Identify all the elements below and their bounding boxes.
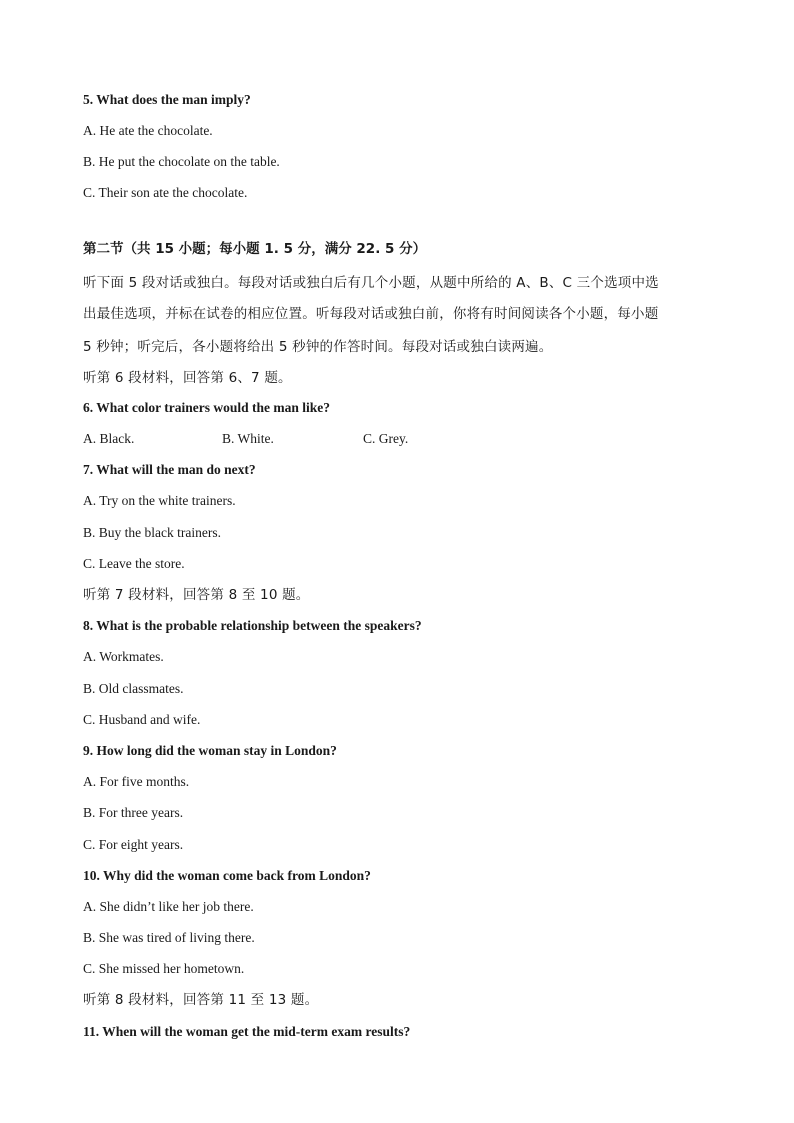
q7-option-a: A. Try on the white trainers. [83,493,236,508]
q6-option-c: C. Grey. [363,431,409,446]
question-6: 6. What color trainers would the man like? [83,400,331,415]
q9-option-a: A. For five months. [83,774,190,789]
section-2-title: 第二节（共 15 小题；每小题 1. 5 分，满分 22. 5 分） [83,241,427,257]
question-5: 5. What does the man imply? [83,92,251,107]
q8-option-c: C. Husband and wife. [83,712,201,727]
q7-option-b: B. Buy the black trainers. [83,525,221,540]
q8-option-a: A. Workmates. [83,649,164,664]
q10-option-a: A. She didn’t like her job there. [83,899,254,914]
q6-option-a: A. Black. [83,431,135,446]
section-2-instructions-line-2: 出最佳选项，并标在试卷的相应位置。听每段对话或独白前，你将有时间阅读各个小题，每小题 [83,306,659,322]
q10-option-c: C. She missed her hometown. [83,961,245,976]
material-8-note: 听第 8 段材料，回答第 11 至 13 题。 [83,992,319,1008]
question-8: 8. What is the probable relationship between the speakers? [83,618,422,633]
section-2-instructions-line-1: 听下面 5 段对话或独白。每段对话或独白后有几个小题，从题中所给的 A、B、C 三个选项中选 [83,275,659,291]
q10-option-b: B. She was tired of living there. [83,930,255,945]
question-11: 11. When will the woman get the mid-term exam results? [83,1024,411,1039]
question-9: 9. How long did the woman stay in London? [83,743,337,758]
material-7-note: 听第 7 段材料，回答第 8 至 10 题。 [83,587,310,603]
q9-option-c: C. For eight years. [83,837,184,852]
section-2-instructions-line-3: 5 秒钟；听完后，各小题将给出 5 秒钟的作答时间。每段对话或独白读两遍。 [83,339,553,355]
question-10: 10. Why did the woman come back from London? [83,868,371,883]
q6-option-b: B. White. [222,431,274,446]
q5-option-c: C. Their son ate the chocolate. [83,185,248,200]
q9-option-b: B. For three years. [83,805,184,820]
question-7: 7. What will the man do next? [83,462,256,477]
q5-option-a: A. He ate the chocolate. [83,123,213,138]
q8-option-b: B. Old classmates. [83,681,184,696]
q7-option-c: C. Leave the store. [83,556,185,571]
material-6-note: 听第 6 段材料，回答第 6、7 题。 [83,370,292,386]
q5-option-b: B. He put the chocolate on the table. [83,154,280,169]
